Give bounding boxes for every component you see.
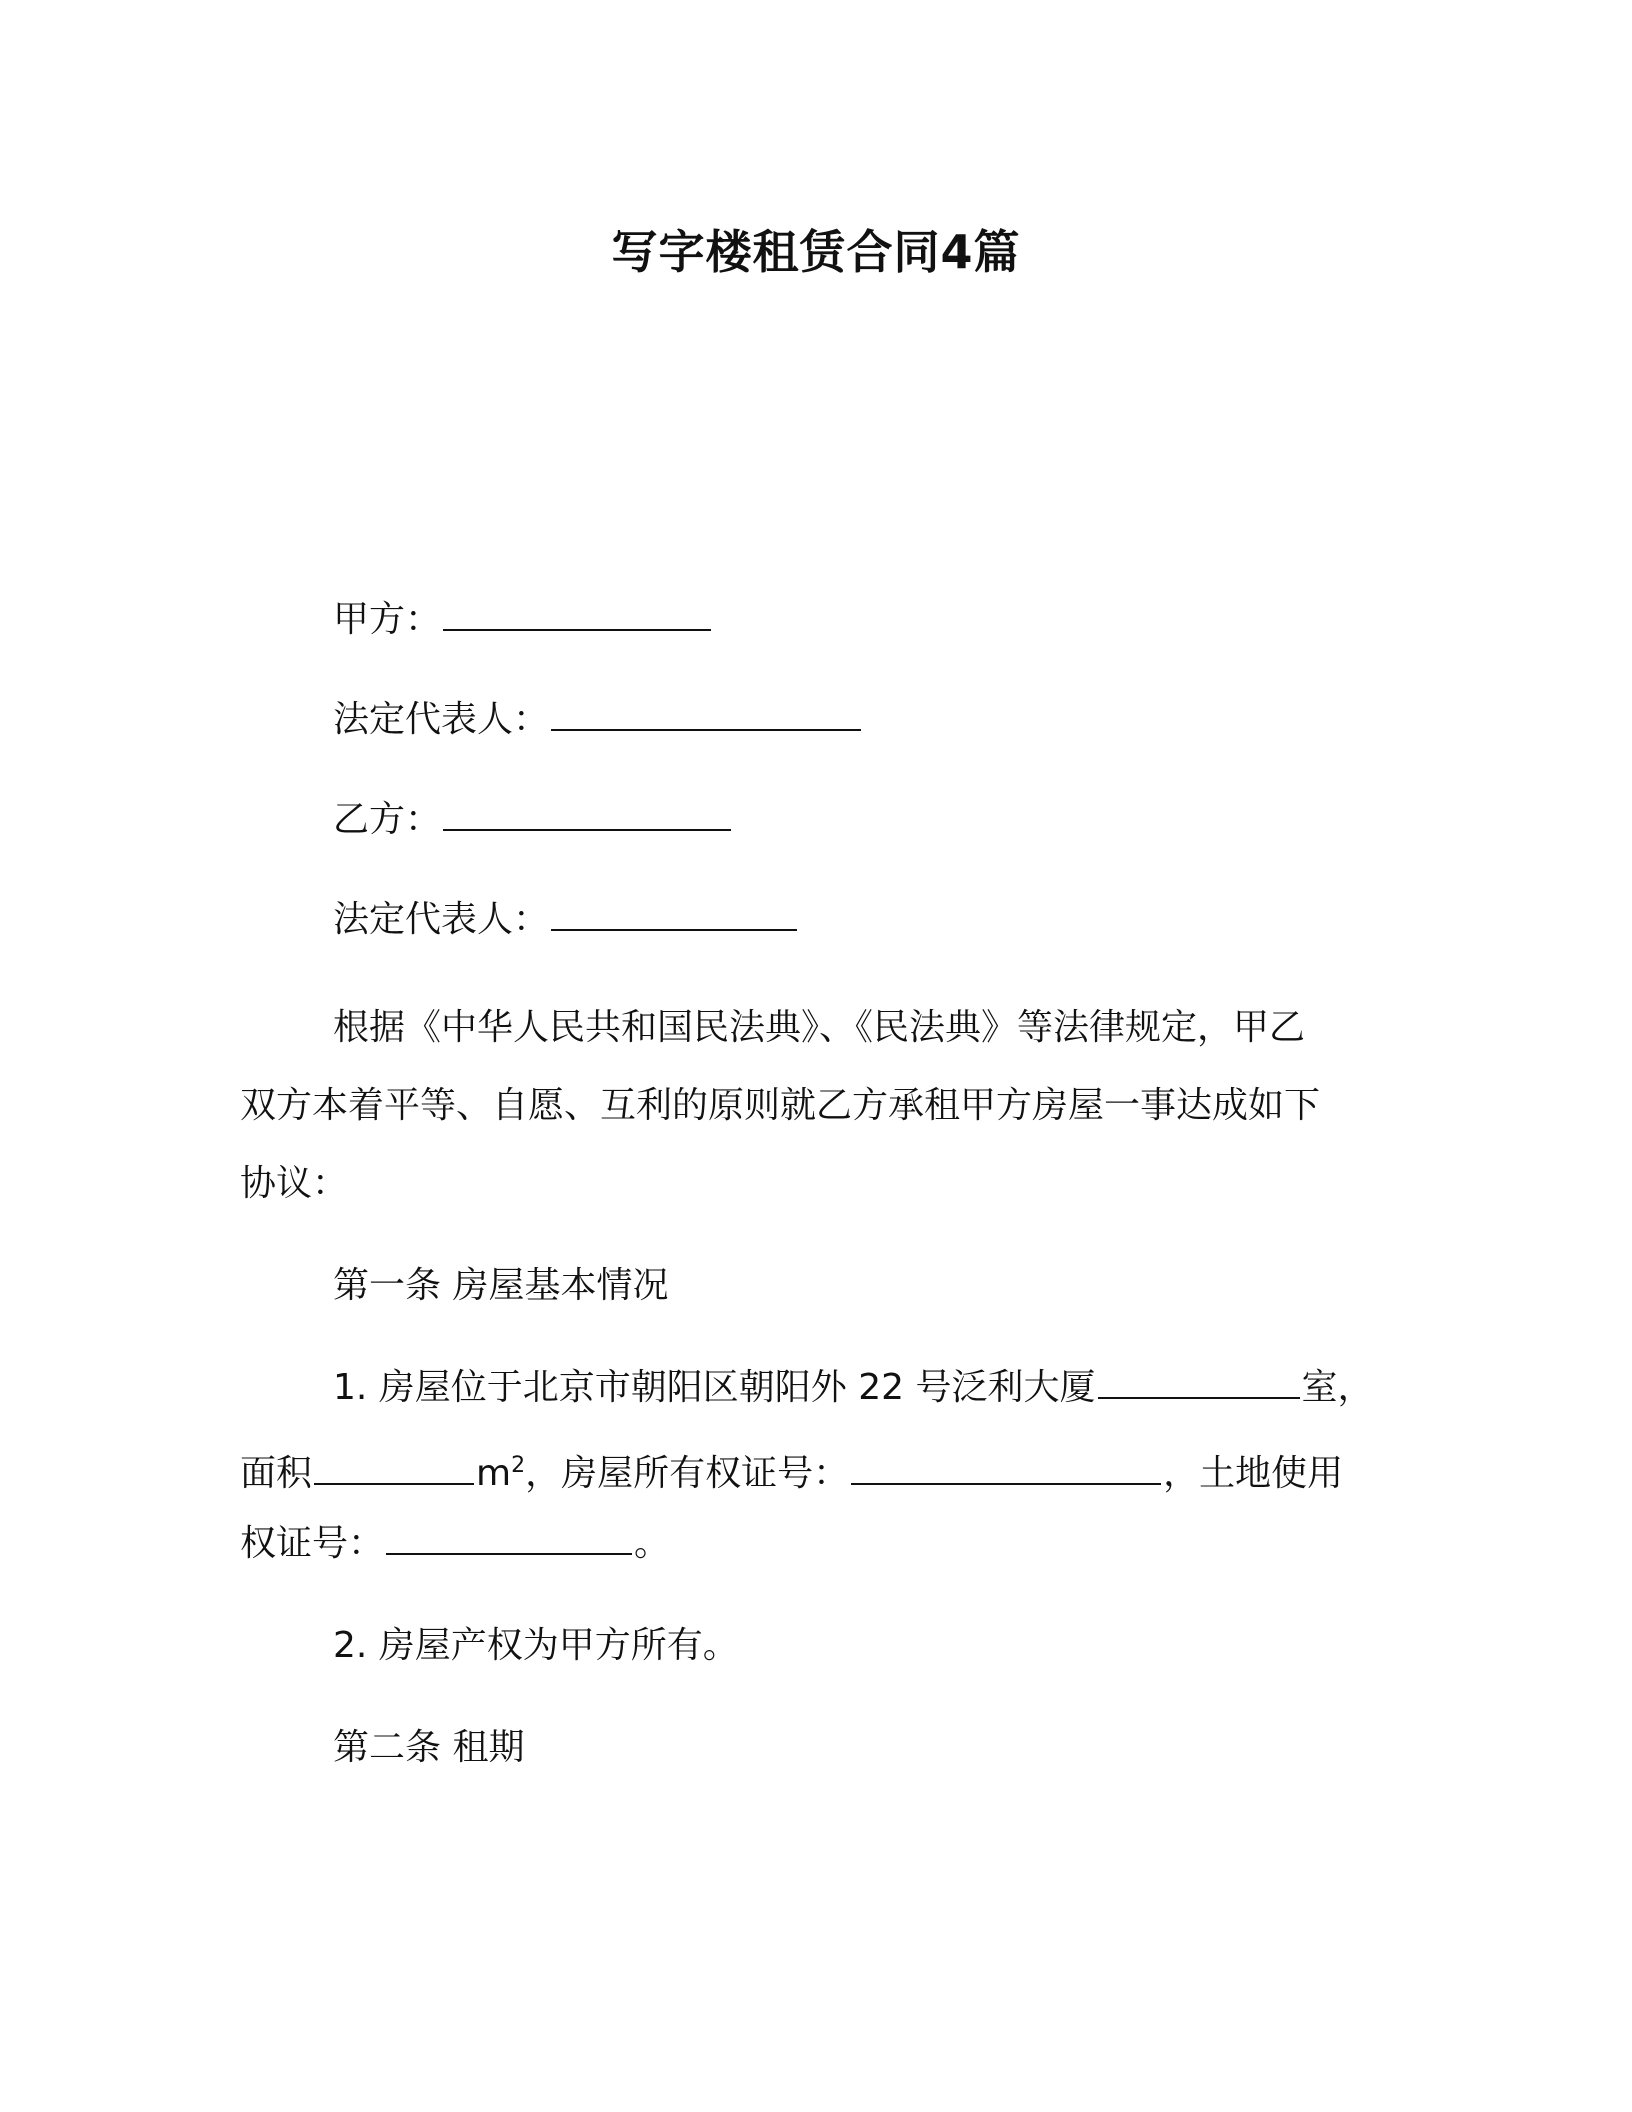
item1-line-1 [333, 1364, 1374, 1412]
rep-blank-2[interactable] [551, 897, 797, 931]
intro-line-3: 协议： [240, 1163, 349, 1204]
room-number-blank[interactable] [1098, 1365, 1300, 1399]
land-cert-blank[interactable] [386, 1521, 632, 1555]
item1-part6: 权证号： [240, 1523, 385, 1564]
ownership-cert-blank[interactable] [851, 1451, 1161, 1485]
item1-part7: 。 [634, 1523, 671, 1564]
rep-line-1 [333, 696, 863, 744]
area-blank[interactable] [314, 1451, 474, 1485]
item1-part1: 1. 房屋位于北京市朝阳区朝阳外 22 号泛利大厦 [333, 1367, 1096, 1408]
rep-label-2: 法定代表人： [333, 899, 550, 940]
article2-heading: 第二条 租期 [333, 1727, 525, 1768]
item1-part3: 面积 [240, 1453, 313, 1494]
party-a-line [333, 596, 713, 644]
item1-part2: 室， [1301, 1367, 1374, 1408]
intro-line-1: 根据《中华人民共和国民法典》、《民法典》等法律规定，甲乙 [333, 1007, 1306, 1048]
document-title: 写字楼租赁合同4篇 [611, 225, 1021, 279]
party-b-label: 乙方： [333, 799, 442, 840]
area-unit: m [476, 1453, 512, 1494]
article1-heading: 第一条 房屋基本情况 [333, 1265, 669, 1306]
item2-line: 2. 房屋产权为甲方所有。 [333, 1625, 739, 1666]
rep-line-2 [333, 896, 799, 944]
item1-part5: ，土地使用 [1163, 1453, 1344, 1494]
intro-line-2: 双方本着平等、自愿、互利的原则就乙方承租甲方房屋一事达成如下 [240, 1085, 1321, 1126]
party-a-label: 甲方： [333, 599, 442, 640]
party-b-blank[interactable] [443, 797, 731, 831]
rep-blank-1[interactable] [551, 697, 861, 731]
rep-label-1: 法定代表人： [333, 699, 550, 740]
party-b-line [333, 796, 733, 844]
item1-line-2 [240, 1442, 1343, 1498]
area-unit-sup: 2 [511, 1453, 526, 1478]
item1-part4: ，房屋所有权证号： [525, 1453, 850, 1494]
item1-line-3 [240, 1520, 670, 1568]
party-a-blank[interactable] [443, 597, 711, 631]
